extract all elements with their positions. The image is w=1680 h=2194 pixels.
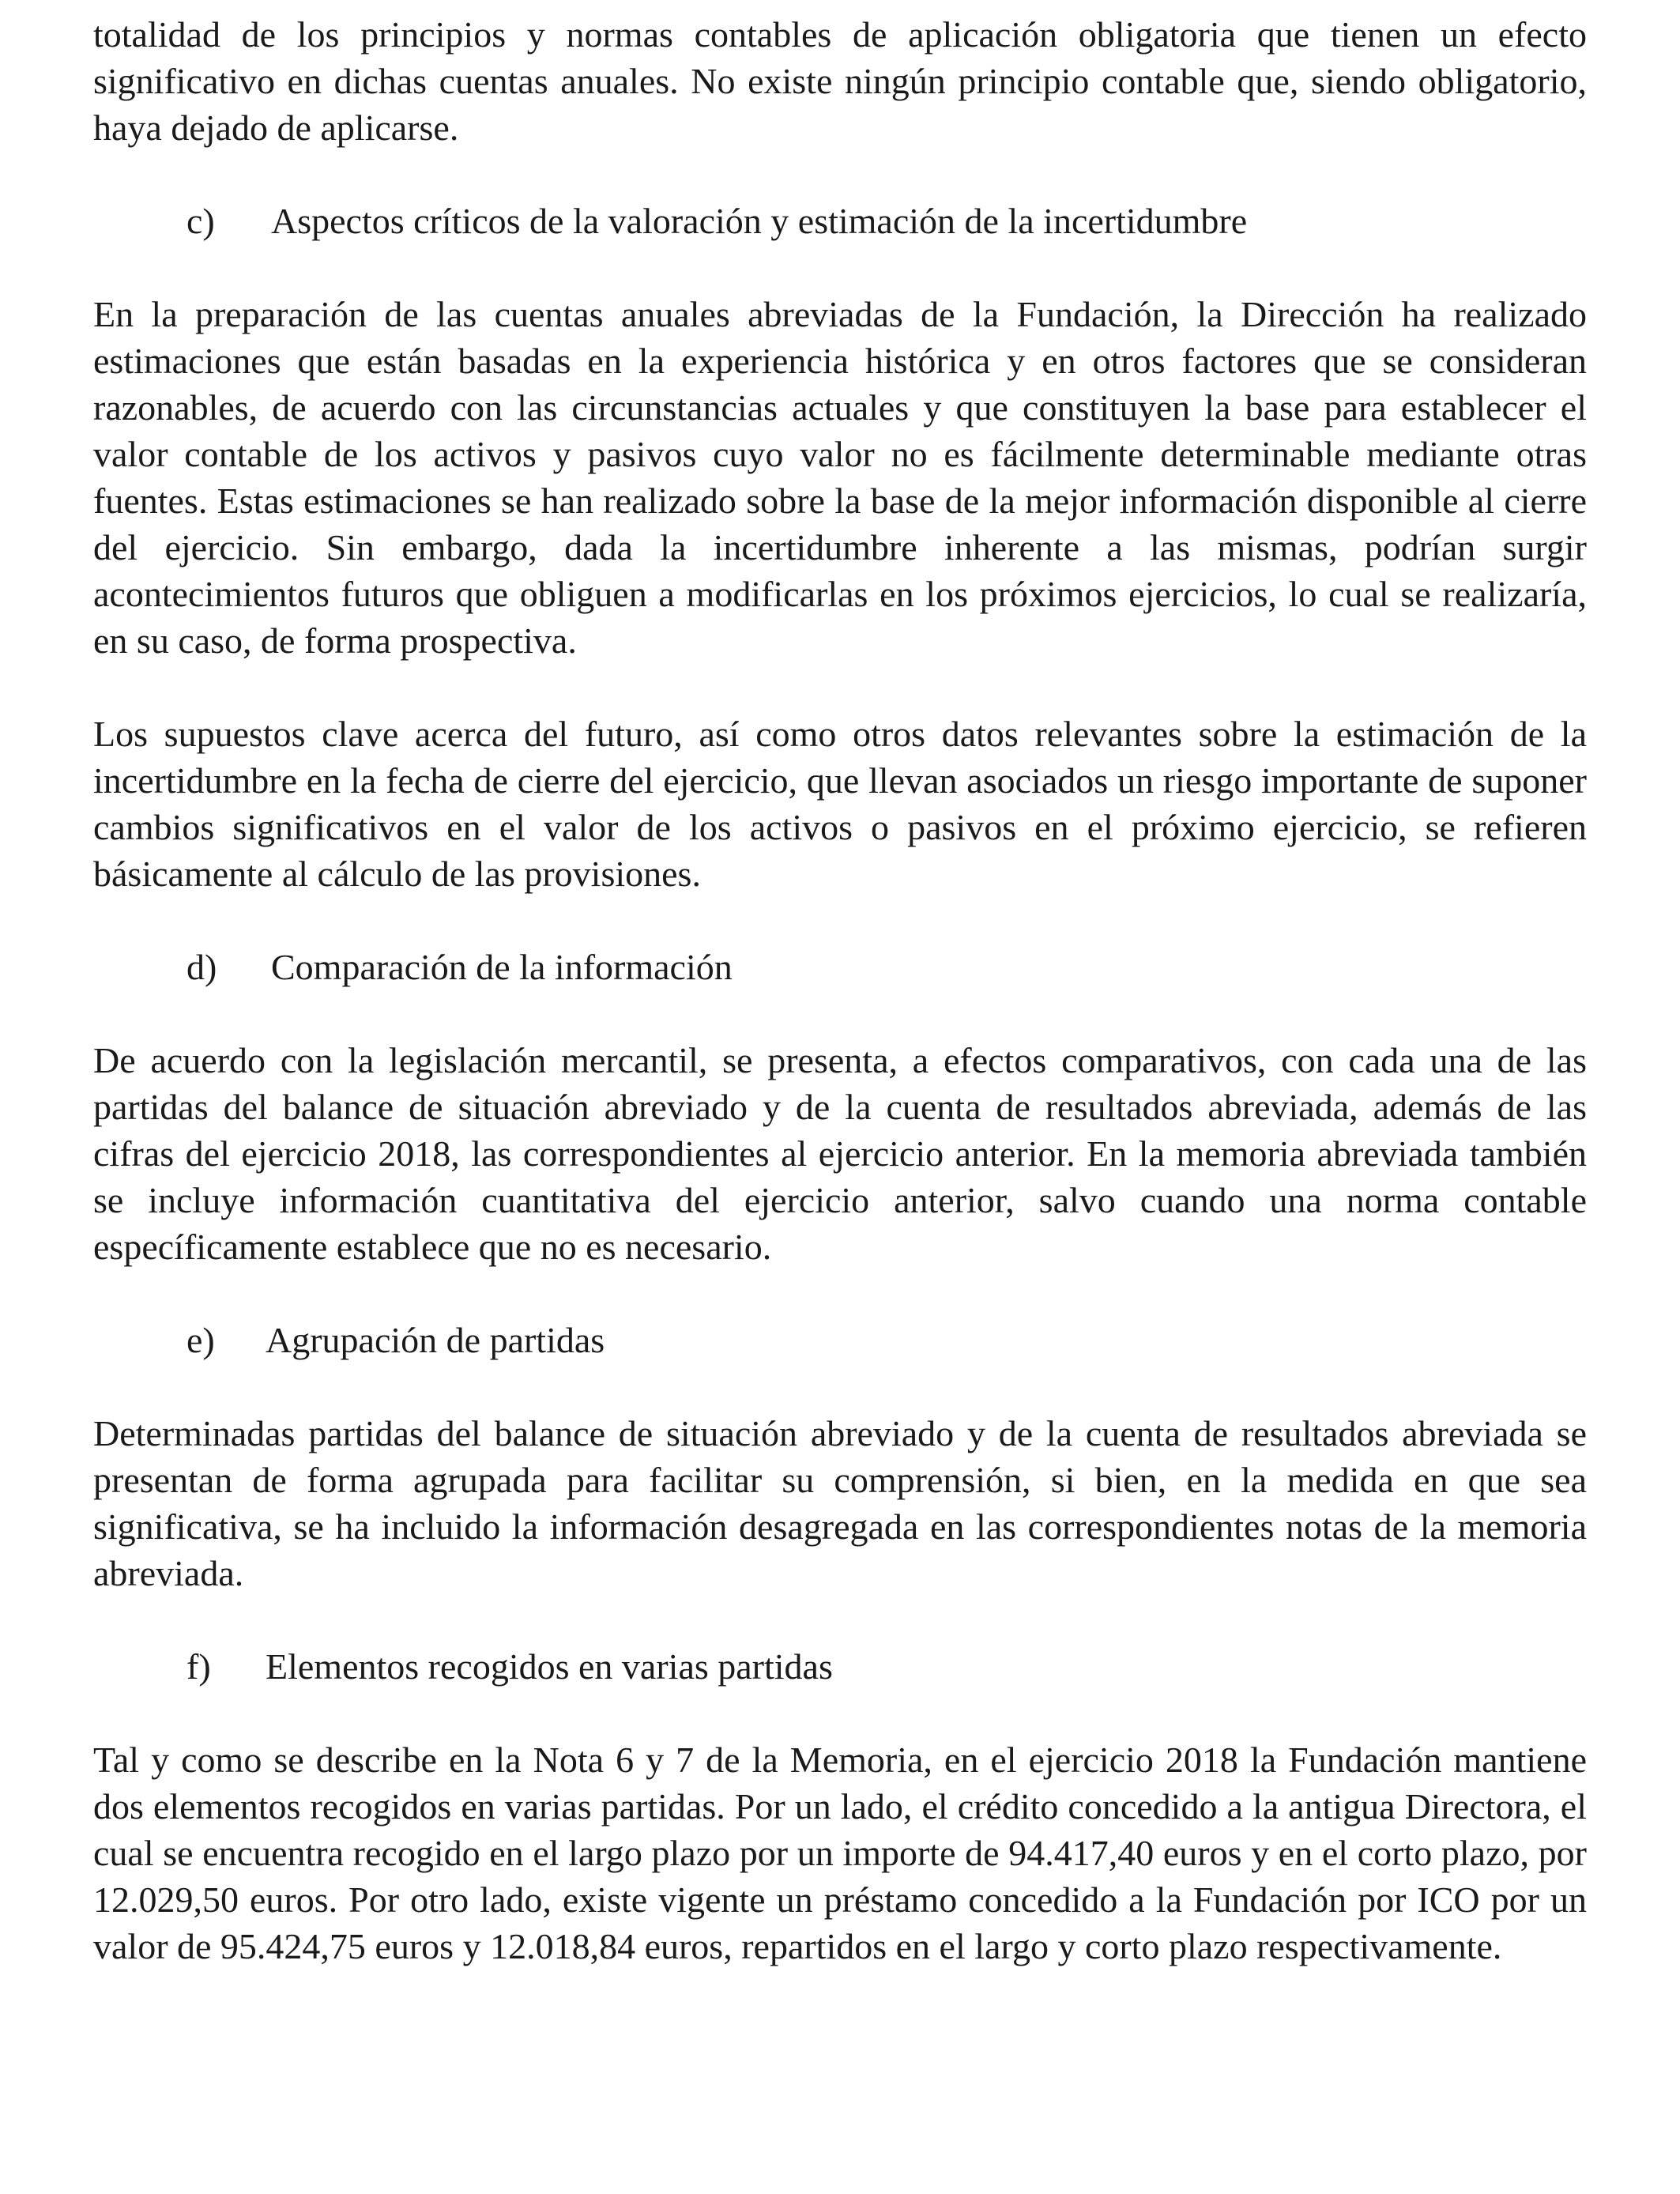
- intro-paragraph: totalidad de los principios y normas contables de aplicación obligatoria que tienen un efecto significativo en dichas cuentas anuales. No existe ningún principio contable que, siendo obligatorio, haya dejado de aplicarse.: [93, 14, 1587, 148]
- section-d-paragraph-1: De acuerdo con la legislación mercantil, se presenta, a efectos comparativos, con cada una de las partidas del balance de situación abreviado y de la cuenta de resultados abreviada, además de las cifras del ejercicio 2018, las correspondientes al ejercicio anterior. En la memoria abreviada también se incluye información cuantitativa del ejercicio anterior, salvo cuando una norma contable específicamente establece que no es necesario.: [93, 1040, 1587, 1267]
- section-letter-f: f): [186, 1646, 211, 1687]
- section-title-e: Agrupación de partidas: [266, 1320, 605, 1360]
- section-title-c: Aspectos críticos de la valoración y estimación de la incertidumbre: [271, 201, 1248, 241]
- section-heading-f: [93, 1643, 1587, 1690]
- section-e-paragraph-1: Determinadas partidas del balance de situación abreviado y de la cuenta de resultados abreviada se presentan de forma agrupada para facilitar su comprensión, si bien, en la medida en que sea significativa, se ha incluido la información desagregada en las correspondientes notas de la memoria abreviada.: [93, 1413, 1587, 1593]
- section-title-d: Comparación de la información: [271, 947, 733, 987]
- section-heading-e: [93, 1317, 1587, 1363]
- section-c-paragraph-1: En la preparación de las cuentas anuales abreviadas de la Fundación, la Dirección ha realizado estimaciones que están basadas en la experiencia histórica y en otros factores que se consideran razonables, de acuerdo con las circunstancias actuales y que constituyen la base para establecer el valor contable de los activos y pasivos cuyo valor no es fácilmente determinable mediante otras fuentes. Estas estimaciones se han realizado sobre la base de la mejor información disponible al cierre del ejercicio. Sin embargo, dada la incertidumbre inherente a las mismas, podrían surgir acontecimientos futuros que obliguen a modificarlas en los próximos ejercicios, lo cual se realizaría, en su caso, de forma prospectiva.: [93, 294, 1587, 661]
- section-heading-c: [93, 198, 1587, 244]
- section-f-paragraph-1: Tal y como se describe en la Nota 6 y 7 de la Memoria, en el ejercicio 2018 la Fundación mantiene dos elementos recogidos en varias partidas. Por un lado, el crédito concedido a la antigua Directora, el cual se encuentra recogido en el largo plazo por un importe de 94.417,40 euros y en el corto plazo, por 12.029,50 euros. Por otro lado, existe vigente un préstamo concedido a la Fundación por ICO por un valor de 95.424,75 euros y 12.018,84 euros, repartidos en el largo y corto plazo respectivamente.: [93, 1740, 1587, 1966]
- document-page: [93, 11, 1587, 1970]
- section-heading-d: [93, 944, 1587, 990]
- section-letter-c: c): [186, 201, 215, 241]
- section-title-f: Elementos recogidos en varias partidas: [266, 1646, 833, 1687]
- section-letter-e: e): [186, 1320, 215, 1360]
- section-c-paragraph-2: Los supuestos clave acerca del futuro, así como otros datos relevantes sobre la estimación de la incertidumbre en la fecha de cierre del ejercicio, que llevan asociados un riesgo importante de suponer cambios significativos en el valor de los activos o pasivos en el próximo ejercicio, se refieren básicamente al cálculo de las provisiones.: [93, 714, 1587, 894]
- section-letter-d: d): [186, 947, 217, 987]
